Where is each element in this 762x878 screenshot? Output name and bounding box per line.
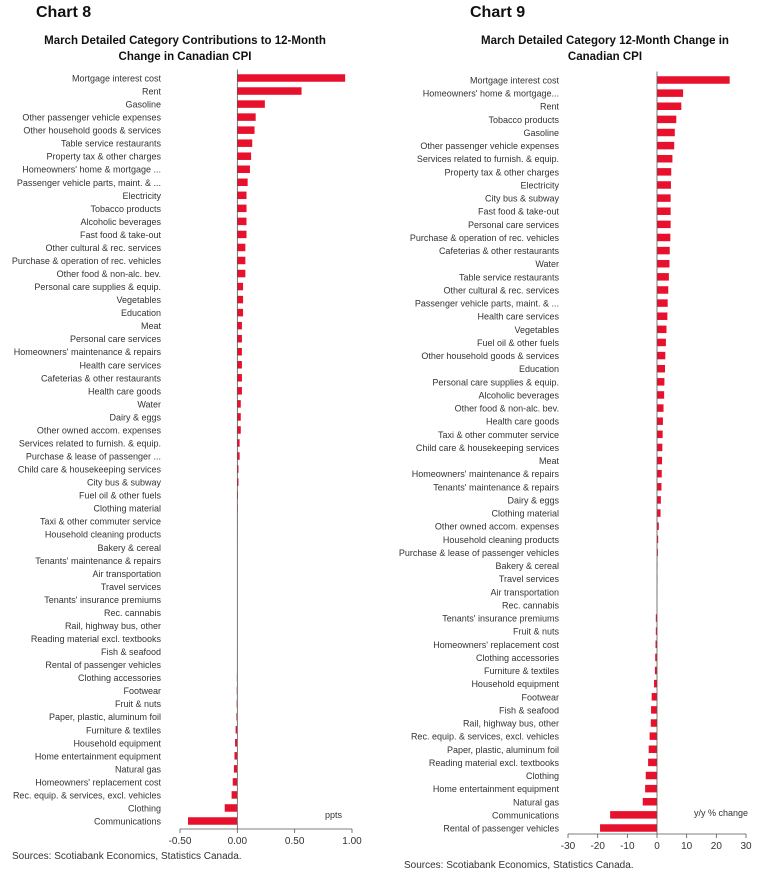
chart9-bar xyxy=(651,719,657,727)
chart8-bar xyxy=(237,361,242,369)
chart9-category-label: Child care & housekeeping services xyxy=(415,442,559,453)
chart8-bar xyxy=(237,218,246,226)
chart9-bar xyxy=(657,116,676,124)
chart8-category-label: Natural gas xyxy=(114,764,161,775)
chart8-category-label: Health care goods xyxy=(87,386,161,397)
chart9-category-label: Travel services xyxy=(498,574,559,585)
chart8-tick-label: 0.00 xyxy=(227,836,248,847)
chart9-bar xyxy=(657,496,661,504)
chart9-category-label: Rent xyxy=(539,101,559,112)
chart8-category-label: Cafeterias & other restaurants xyxy=(40,373,161,384)
chart8-category-label: Other owned accom. expenses xyxy=(36,425,161,436)
chart9-bar xyxy=(657,352,665,360)
chart8-source: Sources: Scotiabank Economics, Statistics Canada. xyxy=(12,851,242,862)
chart8-bar xyxy=(237,113,255,121)
chart9-category-label: Electricity xyxy=(520,180,559,191)
chart9-category-label: Other food & non-alc. bev. xyxy=(454,403,559,414)
chart8-category-label: Dairy & eggs xyxy=(109,412,161,423)
chart8-category-label: Other passenger vehicle expenses xyxy=(22,112,161,123)
chart8-bar xyxy=(225,804,238,812)
chart8-category-label: Property tax & other charges xyxy=(46,151,161,162)
chart8-category-label: Rec. equip. & services, excl. vehicles xyxy=(12,790,161,801)
chart9-bar xyxy=(657,234,670,242)
chart8-category-label: Water xyxy=(137,399,161,410)
chart8-category-label: Gasoline xyxy=(125,99,161,110)
chart8-bar xyxy=(237,296,243,304)
chart8-category-label: Clothing material xyxy=(93,503,161,514)
chart9-category-label: Purchase & lease of passenger vehicles xyxy=(398,547,559,558)
chart9-bar xyxy=(657,194,671,202)
chart9-bar xyxy=(657,326,666,334)
chart8-category-label: Clothing xyxy=(127,803,161,814)
chart8-bar xyxy=(237,231,246,239)
chart8-category-label: Home entertainment equipment xyxy=(34,751,161,762)
chart9-category-label: Homeowners' replacement cost xyxy=(433,639,559,650)
chart8-bar xyxy=(237,192,246,200)
chart8-category-label: Furniture & textiles xyxy=(85,725,161,736)
chart8-category-label: Travel services xyxy=(100,581,161,592)
chart9-bar xyxy=(650,732,657,740)
chart8-bar xyxy=(237,165,250,173)
chart9-tick-label: 0 xyxy=(654,841,660,852)
chart9-category-label: Other owned accom. expenses xyxy=(434,521,559,532)
chart8-category-label: Homeowners' maintenance & repairs xyxy=(13,347,161,358)
chart8-category-label: Rent xyxy=(141,86,161,97)
chart9-tick-label: 20 xyxy=(710,841,722,852)
chart9-bar xyxy=(649,746,657,754)
chart9-bar xyxy=(657,339,666,347)
chart9-bar xyxy=(657,312,667,320)
chart9-category-label: Health care goods xyxy=(485,416,559,427)
chart8-category-label: Bakery & cereal xyxy=(97,542,161,553)
chart8-bar xyxy=(237,205,246,213)
chart8-category-label: Other household goods & services xyxy=(23,125,161,136)
chart8-category-label: Purchase & operation of rec. vehicles xyxy=(11,255,161,266)
chart9-bar xyxy=(657,76,730,84)
chart8-bar xyxy=(234,765,237,773)
chart8-bar xyxy=(234,752,237,760)
chart9-category-label: Reading material excl. textbooks xyxy=(428,757,559,768)
chart9-category-label: Home entertainment equipment xyxy=(432,784,559,795)
chart9-category-label: Personal care services xyxy=(467,219,559,230)
chart9-category-label: Personal care supplies & equip. xyxy=(432,377,559,388)
chart8-category-label: Household cleaning products xyxy=(44,529,161,540)
chart9-category-label: Passenger vehicle parts, maint. & ... xyxy=(414,298,559,309)
chart8-bar xyxy=(237,74,345,82)
chart8-category-label: Vegetables xyxy=(116,295,161,306)
chart8-category-label: Table service restaurants xyxy=(60,138,161,149)
chart9-category-label: Alcoholic beverages xyxy=(478,390,559,401)
chart9-title: March Detailed Category 12-Month Change in Canadian CPI xyxy=(481,35,729,63)
chart9-category-label: Footwear xyxy=(521,692,559,703)
chart8-bar xyxy=(237,257,245,265)
chart8-bar xyxy=(237,283,243,291)
chart8-category-label: Footwear xyxy=(123,686,161,697)
chart9-category-label: Communications xyxy=(491,810,559,821)
chart9-bar xyxy=(657,129,675,137)
chart8-category-label: Personal care supplies & equip. xyxy=(34,282,161,293)
chart8-number: Chart 8 xyxy=(36,4,92,21)
chart8-category-label: Mortgage interest cost xyxy=(71,73,161,84)
chart9-category-label: Rec. cannabis xyxy=(501,600,559,611)
chart9-bar xyxy=(657,444,662,452)
chart9-number: Chart 9 xyxy=(470,4,526,21)
chart8-category-label: Household equipment xyxy=(73,738,161,749)
chart8-bar xyxy=(237,335,242,343)
chart8-category-label: Tenants' insurance premiums xyxy=(44,594,161,605)
chart8-category-label: Education xyxy=(120,308,161,319)
chart9-category-label: Other passenger vehicle expenses xyxy=(420,141,559,152)
chart9-category-label: Rec. equip. & services, excl. vehicles xyxy=(410,731,559,742)
chart9-category-label: Meat xyxy=(538,456,559,467)
chart8-tick-label: 0.50 xyxy=(284,836,305,847)
chart8-category-label: Other food & non-alc. bev. xyxy=(56,269,161,280)
chart9-category-label: Rental of passenger vehicles xyxy=(443,823,559,834)
chart9-category-label: Clothing material xyxy=(491,508,559,519)
chart9-bar xyxy=(657,299,668,307)
chart9-tick-label: -10 xyxy=(620,841,635,852)
chart9-bar xyxy=(646,772,657,780)
chart9-category-label: Fast food & take-out xyxy=(477,206,559,217)
chart9-bar xyxy=(651,706,657,714)
chart9-category-label: Cafeterias & other restaurants xyxy=(438,246,559,257)
chart8-category-label: Child care & housekeeping services xyxy=(17,464,161,475)
chart8-category-label: Air transportation xyxy=(92,568,161,579)
chart9-bar xyxy=(657,89,683,97)
chart9-bar xyxy=(610,811,657,819)
chart9-category-label: Water xyxy=(535,259,559,270)
chart8-category-label: Homeowners' replacement cost xyxy=(35,777,161,788)
chart9-bar xyxy=(645,785,657,793)
chart8-category-label: Rec. cannabis xyxy=(103,607,161,618)
chart9-category-label: Services related to furnish. & equip. xyxy=(416,154,559,165)
chart8-bar xyxy=(237,244,245,252)
chart9-category-label: Homeowners' home & mortgage... xyxy=(422,88,559,99)
chart9-category-label: Natural gas xyxy=(512,797,559,808)
chart8-bar xyxy=(232,791,238,799)
chart9-category-label: Rail, highway bus, other xyxy=(462,718,559,729)
chart9-bar xyxy=(657,247,670,255)
chart9-category-label: Table service restaurants xyxy=(458,272,559,283)
chart9-bar xyxy=(657,483,661,491)
chart8-bar xyxy=(233,778,238,786)
chart9-bar xyxy=(657,391,664,399)
chart9-category-label: City bus & subway xyxy=(484,193,559,204)
chart8-bar xyxy=(188,817,237,825)
chart9-bar xyxy=(657,365,665,373)
chart8-category-label: Fish & seafood xyxy=(100,647,161,658)
chart9-category-label: Household cleaning products xyxy=(442,534,559,545)
chart9-bar xyxy=(657,221,671,229)
chart9-category-label: Fruit & nuts xyxy=(512,626,559,637)
chart8-category-label: Rail, highway bus, other xyxy=(64,620,161,631)
chart9-plot xyxy=(380,0,762,878)
chart8-category-label: Electricity xyxy=(122,190,161,201)
chart8-category-label: Fruit & nuts xyxy=(114,699,161,710)
chart8-bar xyxy=(237,322,242,330)
chart8-bar xyxy=(237,413,240,421)
chart9-category-label: Fish & seafood xyxy=(498,705,559,716)
chart9-bar xyxy=(657,207,671,215)
chart8-bar xyxy=(237,426,240,434)
chart9-bar xyxy=(657,142,674,150)
chart9-bar xyxy=(652,693,657,701)
chart8-bar xyxy=(237,100,265,108)
chart9-bar xyxy=(657,417,663,425)
chart9-bar xyxy=(657,155,672,163)
chart8-bar xyxy=(237,152,251,160)
chart8-category-label: Fast food & take-out xyxy=(79,229,161,240)
chart9-category-label: Other cultural & rec. services xyxy=(443,285,559,296)
chart9-category-label: Tobacco products xyxy=(488,114,559,125)
chart9-category-label: Gasoline xyxy=(523,127,559,138)
chart9-bar xyxy=(657,102,681,110)
chart8-category-label: Purchase & lease of passenger ... xyxy=(25,451,161,462)
chart8-category-label: City bus & subway xyxy=(86,477,161,488)
chart8-category-label: Homeowners' home & mortgage ... xyxy=(22,164,161,175)
chart9-bar xyxy=(657,273,669,281)
chart8-category-label: Tobacco products xyxy=(90,203,161,214)
chart8-category-label: Passenger vehicle parts, maint. & ... xyxy=(16,177,161,188)
chart9-bar xyxy=(657,168,671,176)
chart9-category-label: Furniture & textiles xyxy=(483,666,559,677)
chart8-category-label: Tenants' maintenance & repairs xyxy=(35,555,161,566)
chart8-bar xyxy=(237,179,247,187)
chart8-unit-label: ppts xyxy=(324,810,342,820)
chart9-bar xyxy=(657,181,671,189)
chart9-category-label: Paper, plastic, aluminum foil xyxy=(446,744,559,755)
chart8-category-label: Fuel oil & other fuels xyxy=(78,490,161,501)
chart9-bar xyxy=(657,378,664,386)
chart8-bar xyxy=(237,87,301,95)
chart8-tick-label: -0.50 xyxy=(168,836,192,847)
chart8-plot xyxy=(0,0,380,878)
chart8-bar xyxy=(237,270,245,278)
chart8-category-label: Rental of passenger vehicles xyxy=(45,660,161,671)
chart8-category-label: Meat xyxy=(140,321,161,332)
chart9-category-label: Health care services xyxy=(477,311,559,322)
chart9-bar xyxy=(657,457,662,465)
chart8-bar xyxy=(237,374,242,382)
chart9-category-label: Property tax & other charges xyxy=(444,167,559,178)
chart8-category-label: Alcoholic beverages xyxy=(80,216,161,227)
chart9-tick-label: -20 xyxy=(590,841,605,852)
chart9-tick-label: 30 xyxy=(740,841,752,852)
chart9-category-label: Taxi & other commuter service xyxy=(437,429,559,440)
chart8-category-label: Personal care services xyxy=(69,334,161,345)
chart9-bar xyxy=(600,824,657,832)
chart9-category-label: Dairy & eggs xyxy=(507,495,559,506)
chart9-category-label: Air transportation xyxy=(490,587,559,598)
chart8-bar xyxy=(237,348,242,356)
chart9-category-label: Household equipment xyxy=(471,679,559,690)
chart9-tick-label: -30 xyxy=(560,841,576,852)
chart9-category-label: Mortgage interest cost xyxy=(469,75,559,86)
chart8-category-label: Clothing accessories xyxy=(77,673,161,684)
chart8-category-label: Communications xyxy=(93,816,161,827)
chart9-bar xyxy=(657,470,662,478)
chart9-tick-label: 10 xyxy=(681,841,693,852)
chart8-title: March Detailed Category Contributions to 12-Month Change in Canadian CPI xyxy=(44,35,326,63)
chart9-category-label: Clothing accessories xyxy=(475,652,559,663)
chart9-bar xyxy=(657,404,664,412)
chart9-category-label: Tenants' maintenance & repairs xyxy=(433,482,559,493)
chart9-bar xyxy=(657,286,668,294)
chart9-category-label: Other household goods & services xyxy=(421,351,559,362)
chart8-category-label: Reading material excl. textbooks xyxy=(30,634,161,645)
chart9-unit-label: y/y % change xyxy=(693,808,748,818)
chart9-category-label: Fuel oil & other fuels xyxy=(476,337,559,348)
chart8-tick-label: 1.00 xyxy=(342,836,362,847)
chart8-bar xyxy=(237,400,240,408)
chart9-source: Sources: Scotiabank Economics, Statistics Canada. xyxy=(404,860,634,871)
chart9-bar xyxy=(657,431,663,439)
chart9-bar xyxy=(657,260,669,268)
chart9-category-label: Homeowners' maintenance & repairs xyxy=(411,469,559,480)
chart9-category-label: Tenants' insurance premiums xyxy=(442,613,559,624)
chart8-bar xyxy=(237,387,242,395)
chart9-category-label: Bakery & cereal xyxy=(495,561,559,572)
chart9-category-label: Clothing xyxy=(525,771,559,782)
chart8-category-label: Paper, plastic, aluminum foil xyxy=(48,712,161,723)
chart9-bar xyxy=(648,759,657,767)
chart9-bar xyxy=(643,798,657,806)
chart9-category-label: Purchase & operation of rec. vehicles xyxy=(409,232,559,243)
chart9-category-label: Vegetables xyxy=(514,324,559,335)
chart9-bar xyxy=(654,680,657,688)
chart8-category-label: Services related to furnish. & equip. xyxy=(18,438,161,449)
chart8-category-label: Other cultural & rec. services xyxy=(45,242,161,253)
chart8-bar xyxy=(237,139,252,147)
chart9-bar xyxy=(657,509,661,516)
chart8-category-label: Taxi & other commuter service xyxy=(39,516,161,527)
chart9-category-label: Education xyxy=(518,364,559,375)
chart8-bar xyxy=(237,309,243,317)
chart8-bar xyxy=(237,126,254,134)
chart8-category-label: Health care services xyxy=(79,360,161,371)
